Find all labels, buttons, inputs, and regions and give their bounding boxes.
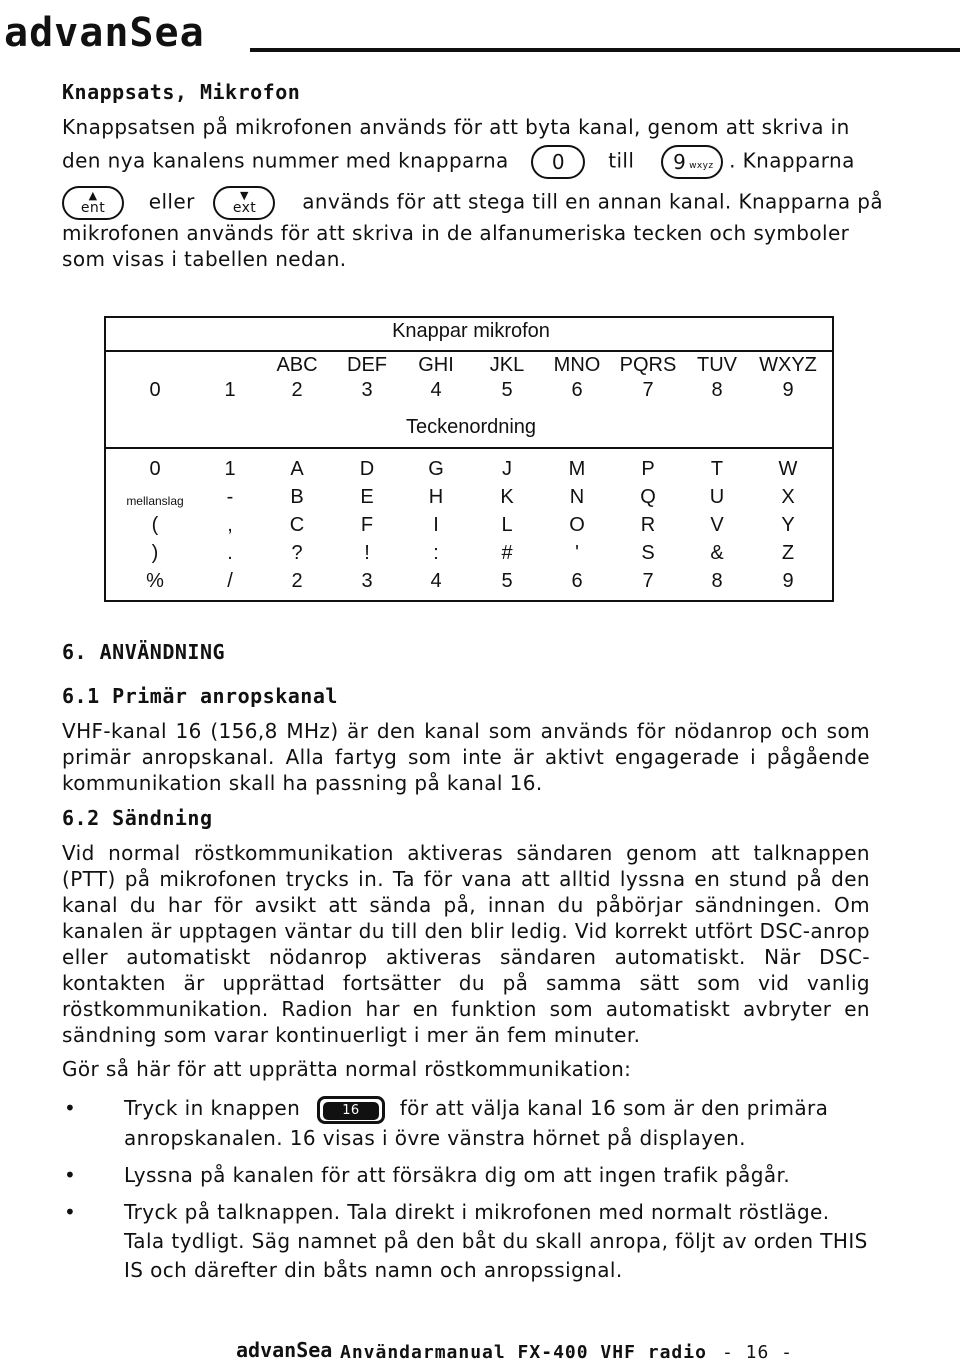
key-ext-label: ext: [232, 200, 257, 216]
keypad-line-2c: . Knapparna: [729, 148, 855, 173]
bullet-1-text-a: Tryck in knappen: [124, 1096, 301, 1120]
char-cell: ): [151, 542, 159, 564]
header-rule: [250, 48, 960, 52]
char-cell: P: [641, 458, 655, 480]
bullet-1-text-b: för att välja kanal 16 som är den primära anropskanalen. 16 visas i övre vänstra hörnet på displayen.: [124, 1096, 829, 1150]
footer-logo: advanSea: [236, 1338, 333, 1362]
section-6-1-heading: 6.1 Primär anropskanal: [62, 684, 338, 708]
char-cell: D: [359, 458, 375, 480]
char-cell: A: [290, 458, 304, 480]
keypad-table: [104, 316, 834, 602]
keypad-line-3a: eller: [148, 189, 195, 214]
key-0-icon: [531, 145, 585, 179]
char-cell: G: [428, 458, 444, 480]
list-item: [62, 1198, 870, 1285]
page-number: - 16 -: [722, 1342, 794, 1363]
instruction-list: [62, 1094, 870, 1293]
char-cell: Y: [781, 514, 795, 536]
char-cell: #: [501, 542, 513, 564]
char-cell: U: [709, 486, 725, 508]
key-digit-label: 6: [571, 379, 583, 401]
char-cell: V: [710, 514, 724, 536]
char-cell: 6: [571, 570, 583, 592]
key-digit-label: 7: [642, 379, 654, 401]
char-cell: /: [227, 570, 233, 592]
list-item: [62, 1094, 870, 1153]
key-ent-icon: ▲ ent: [62, 186, 124, 220]
key-digit-label: 2: [291, 379, 303, 401]
keypad-line-1: Knappsatsen på mikrofonen används för att byta kanal, genom att skriva in: [62, 115, 850, 139]
char-cell: X: [781, 486, 795, 508]
char-cell: 8: [711, 570, 723, 592]
key-letters-label: PQRS: [619, 354, 677, 376]
bullet-icon: •: [64, 1162, 77, 1187]
char-cell: 7: [642, 570, 654, 592]
keypad-table-title: Knappar mikrofon: [392, 320, 550, 342]
keypad-table-subtitle: Teckenordning: [405, 416, 537, 438]
key-digit-label: 5: [501, 379, 513, 401]
char-cell: ': [575, 542, 579, 564]
section-6-2-text: Vid normal röstkommunikation aktiveras sändaren genom att talknappen (PTT) på mikrofonen trycks in. Ta för vana att alltid lyssna en stund på den kanal du har för avsikt att sända på, innan du påbörjar sändningen. Om kanalen är upptagen väntar du till den blir ledig. Vid korrekt utfört DSC-anrop eller automatiskt nödanrop aktiveras sändaren automatiskt. När DSC-kontakten är upprättad fortsätter du på samma sätt som vid vanlig röstkommunikation. Radion har en funktion som automatiskt avbryter en sändning som varar kontinuerligt i mer än fem minuter.: [62, 841, 870, 1047]
brand-logo: [4, 6, 254, 58]
char-cell: B: [290, 486, 304, 508]
key-letters-label: GHI: [418, 354, 454, 376]
char-cell: S: [641, 542, 655, 564]
char-cell: E: [360, 486, 374, 508]
bullet-icon: •: [64, 1199, 77, 1224]
keypad-line-2b: till: [608, 148, 635, 173]
keypad-line-4: mikrofonen används för att skriva in de alfanumeriska tecken och symboler som visas i tabellen nedan.: [62, 221, 850, 271]
key-9-label: 9: [673, 150, 687, 174]
char-cell: N: [569, 486, 585, 508]
section-6-heading: 6. ANVÄNDNING: [62, 640, 226, 664]
bullet-3-text: Tryck på talknappen. Tala direkt i mikrofonen med normalt röstläge. Tala tydligt. Säg namnet på den båt du skall anropa, följt av orden THIS IS och därefter din båts namn och anropssignal.: [124, 1199, 868, 1282]
char-cell: ?: [291, 542, 303, 564]
list-item: [62, 1161, 870, 1190]
keypad-line-2a: den nya kanalens nummer med knapparna: [62, 148, 509, 173]
key-digit-label: 4: [430, 379, 442, 401]
key-letters-label: JKL: [489, 354, 525, 376]
key-ent-label: ent: [80, 200, 106, 216]
char-cell: W: [778, 458, 798, 480]
key-letters-label: TUV: [697, 354, 737, 376]
char-cell: (: [151, 514, 159, 536]
char-cell: F: [360, 514, 374, 536]
char-cell: T: [710, 458, 724, 480]
key-digit-label: 8: [711, 379, 723, 401]
char-cell: R: [640, 514, 656, 536]
char-cell: mellanslag: [126, 494, 184, 508]
key-16-label: 16: [323, 1102, 379, 1120]
keypad-line-3b: används för att stega till en annan kanal. Knapparna på: [302, 189, 884, 214]
char-cell: 9: [782, 570, 794, 592]
char-cell: 3: [361, 570, 373, 592]
char-cell: L: [501, 514, 513, 536]
key-letters-label: WXYZ: [759, 354, 817, 376]
key-0-label: 0: [551, 150, 566, 174]
key-letters-label: ABC: [276, 354, 318, 376]
section-6-2-heading: 6.2 Sändning: [62, 806, 213, 830]
char-cell: .: [227, 542, 233, 564]
char-cell: ,: [227, 514, 233, 536]
key-9-icon: [661, 145, 723, 179]
key-letters-label: DEF: [347, 354, 387, 376]
keypad-heading: Knappsats, Mikrofon: [62, 80, 301, 104]
char-cell: H: [428, 486, 444, 508]
key-digit-label: 0: [149, 379, 161, 401]
char-cell: 4: [430, 570, 442, 592]
section-6-1-text: VHF-kanal 16 (156,8 MHz) är den kanal som används för nödanrop och som primär anropskanal. Alla fartyg som inte är aktivt engagerade i pågående kommunikation skall ha passning på kanal 16.: [62, 719, 870, 795]
bullet-2-text: Lyssna på kanalen för att försäkra dig om att ingen trafik pågår.: [124, 1162, 791, 1187]
char-cell: %: [146, 570, 164, 592]
char-cell: M: [568, 458, 586, 480]
brand-logo-text: advanSea: [4, 10, 205, 56]
char-cell: !: [364, 542, 370, 564]
keypad-table-divider: [106, 447, 832, 449]
char-cell: &: [710, 542, 724, 564]
char-cell: :: [433, 542, 439, 564]
section-6-intro: Gör så här för att upprätta normal röstkommunikation:: [62, 1057, 632, 1081]
bullet-icon: •: [64, 1096, 77, 1120]
char-cell: 5: [501, 570, 513, 592]
keypad-line-3: [62, 186, 883, 220]
key-letters-label: MNO: [553, 354, 601, 376]
char-cell: Q: [640, 486, 656, 508]
key-ext-icon: ▼ ext: [213, 186, 275, 220]
key-9-sub-label: wxyz: [689, 161, 714, 171]
footer-title: Användarmanual FX-400 VHF radio: [340, 1342, 707, 1363]
char-cell: Z: [781, 542, 795, 564]
char-cell: O: [569, 514, 585, 536]
char-cell: 1: [224, 458, 236, 480]
char-cell: 0: [149, 458, 161, 480]
char-cell: J: [502, 458, 512, 480]
page-footer: [236, 1338, 916, 1368]
key-digit-label: 3: [361, 379, 373, 401]
char-cell: I: [433, 514, 439, 536]
char-cell: 2: [291, 570, 303, 592]
key-digit-label: 1: [224, 379, 236, 401]
keypad-line-2: [62, 145, 855, 179]
key-16-icon: [317, 1096, 385, 1124]
key-digit-label: 9: [782, 379, 794, 401]
keypad-table-divider: [106, 350, 832, 352]
char-cell: K: [500, 486, 514, 508]
char-cell: C: [289, 514, 305, 536]
char-cell: -: [226, 486, 234, 508]
